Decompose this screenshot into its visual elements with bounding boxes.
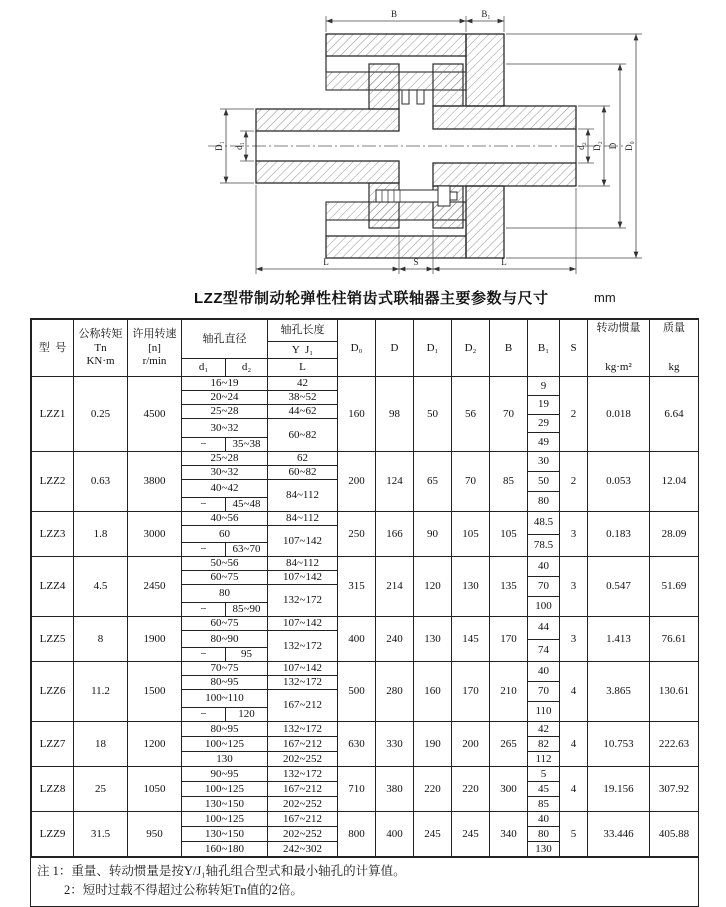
- mass-cell: 222.63: [650, 722, 699, 767]
- D1-cell: 90: [414, 512, 452, 557]
- bore-range-cell: 130~150: [182, 797, 268, 812]
- bore-range-cell: 80~95: [182, 676, 268, 690]
- B1-stack: [528, 452, 559, 511]
- left-hub-top: [256, 109, 399, 131]
- bore-range-cell: 50~56: [182, 557, 268, 571]
- dim-label-D1: D₁: [214, 141, 224, 151]
- header-torque-sym: Tn: [94, 341, 107, 354]
- D-cell: 400: [376, 812, 414, 857]
- B1-value: 112: [528, 751, 559, 766]
- unit-label: mm: [594, 290, 616, 305]
- D-cell: 98: [376, 377, 414, 452]
- speed-cell: 950: [128, 812, 182, 857]
- B-cell: 210: [490, 662, 528, 722]
- coupling-drawing: [186, 6, 646, 283]
- bore-range-cell: 30~32: [182, 466, 268, 480]
- spec-row: [32, 662, 699, 676]
- B1-stack: [528, 512, 559, 556]
- dim-label-d2: d₂: [576, 142, 586, 150]
- title-bar: [0, 287, 726, 311]
- B1-value: 78.5: [528, 534, 559, 557]
- length-cell: 62: [268, 452, 338, 466]
- spec-row: [32, 812, 699, 827]
- mass-cell: 28.09: [650, 512, 699, 557]
- length-cell: 202~252: [268, 797, 338, 812]
- left-flange-upper: [369, 64, 399, 109]
- B-cell: 265: [490, 722, 528, 767]
- length-cell: 132~172: [268, 676, 338, 690]
- header-bore-dia: 轴孔直径: [182, 320, 268, 359]
- D2-cell: 145: [452, 617, 490, 662]
- bore-d2-cell: 95: [226, 648, 268, 662]
- bore-range-cell: 25~28: [182, 405, 268, 419]
- D1-cell: 220: [414, 767, 452, 812]
- B1-cell: [528, 452, 560, 512]
- torque-cell: 8: [74, 617, 128, 662]
- B1-cell: [528, 767, 560, 812]
- header-model: 型 号: [32, 320, 74, 377]
- D0-cell: 315: [338, 557, 376, 617]
- D-cell: 330: [376, 722, 414, 767]
- speed-cell: 1200: [128, 722, 182, 767]
- header-B: B: [490, 320, 528, 377]
- D0-cell: 800: [338, 812, 376, 857]
- D-cell: 166: [376, 512, 414, 557]
- spec-row: [32, 377, 699, 391]
- D0-cell: 500: [338, 662, 376, 722]
- bore-range-cell: 40~56: [182, 512, 268, 526]
- header-speed: [128, 320, 182, 377]
- B1-cell: [528, 557, 560, 617]
- header-d1: d₁: [182, 358, 226, 376]
- header-inertia-unit: kg·m²: [605, 361, 632, 374]
- torque-cell: 1.8: [74, 512, 128, 557]
- length-cell: 202~252: [268, 827, 338, 842]
- bore-d2-cell: 120: [226, 708, 268, 722]
- page-title: LZZ型带制动轮弹性柱销齿式联轴器主要参数与尺寸: [194, 290, 549, 307]
- S-cell: 2: [560, 452, 588, 512]
- model-cell: LZZ8: [32, 767, 74, 812]
- S-cell: 3: [560, 617, 588, 662]
- B1-cell: [528, 662, 560, 722]
- note-1: 注 1：重量、转动惯量是按Y/J₁轴孔组合型式和最小轴孔的计算值。: [37, 864, 406, 878]
- dim-label-d1: d₁: [234, 142, 244, 150]
- bore-range-cell: 90~95: [182, 767, 268, 782]
- B1-value: 19: [528, 395, 559, 414]
- inertia-cell: 1.413: [588, 617, 650, 662]
- dim-label-L-left: L: [323, 257, 329, 267]
- spec-row: [32, 512, 699, 526]
- B1-value: 130: [528, 841, 559, 856]
- header-D: D: [376, 320, 414, 377]
- model-cell: LZZ5: [32, 617, 74, 662]
- bore-range-cell: 130: [182, 752, 268, 767]
- speed-cell: 2450: [128, 557, 182, 617]
- B1-value: 40: [538, 665, 549, 678]
- speed-cell: 1500: [128, 662, 182, 722]
- B-cell: 105: [490, 512, 528, 557]
- B1-value: 29: [528, 414, 559, 433]
- speed-cell: 4500: [128, 377, 182, 452]
- B1-value: 44: [538, 621, 549, 634]
- left-hub-bottom: [256, 161, 399, 183]
- bore-range-cell: 70~75: [182, 662, 268, 676]
- model-cell: LZZ9: [32, 812, 74, 857]
- header-speed-unit: r/min: [142, 355, 167, 368]
- D1-cell: 245: [414, 812, 452, 857]
- mass-cell: 307.92: [650, 767, 699, 812]
- bore-range-cell: 160~180: [182, 842, 268, 857]
- B-cell: 85: [490, 452, 528, 512]
- D1-cell: 160: [414, 662, 452, 722]
- bore-range-cell: 80~95: [182, 722, 268, 737]
- bore-range-cell: 60~75: [182, 571, 268, 585]
- bore-range-cell: 100~125: [182, 782, 268, 797]
- mass-cell: 76.61: [650, 617, 699, 662]
- inertia-cell: 0.547: [588, 557, 650, 617]
- length-cell: 242~302: [268, 842, 338, 857]
- bore-d2-cell: 85~90: [226, 603, 268, 617]
- header-speed-cn: 许用转速: [132, 328, 177, 341]
- bore-range-cell: 30~32: [182, 419, 268, 438]
- header-D0: D₀: [338, 320, 376, 377]
- D-cell: 214: [376, 557, 414, 617]
- right-hub-top: [433, 106, 576, 129]
- bore-d1-cell: −: [182, 498, 226, 512]
- header-torque-unit: KN·m: [86, 355, 115, 368]
- B-cell: 135: [490, 557, 528, 617]
- bore-d1-cell: −: [182, 648, 226, 662]
- header-d2: d₂: [226, 358, 268, 376]
- right-flange-upper: [433, 64, 463, 106]
- length-cell: 60~82: [268, 419, 338, 452]
- table-frame: [30, 318, 699, 907]
- length-cell: 38~52: [268, 391, 338, 405]
- B1-value: 82: [528, 736, 559, 751]
- B1-value: 40: [538, 812, 549, 825]
- bore-d2-cell: 45~48: [226, 498, 268, 512]
- header-inertia-cn: 转动惯量: [596, 322, 641, 334]
- B1-stack: [528, 662, 559, 721]
- model-cell: LZZ1: [32, 377, 74, 452]
- B1-value: 70: [528, 681, 559, 701]
- model-cell: LZZ3: [32, 512, 74, 557]
- bore-d1-cell: −: [182, 438, 226, 452]
- mass-cell: 130.61: [650, 662, 699, 722]
- spec-row: [32, 767, 699, 782]
- B1-value: 48.5: [533, 516, 554, 529]
- length-cell: 84~112: [268, 480, 338, 512]
- torque-cell: 0.25: [74, 377, 128, 452]
- bore-range-cell: 40~42: [182, 480, 268, 498]
- spec-table: [31, 319, 699, 857]
- B-cell: 170: [490, 617, 528, 662]
- bore-range-cell: 100~125: [182, 737, 268, 752]
- D0-cell: 710: [338, 767, 376, 812]
- inertia-cell: 33.446: [588, 812, 650, 857]
- length-cell: 84~112: [268, 512, 338, 526]
- mass-cell: 51.69: [650, 557, 699, 617]
- mass-cell: 12.04: [650, 452, 699, 512]
- header-inertia: [588, 320, 650, 377]
- header-mass-unit: kg: [668, 361, 680, 374]
- D1-cell: 120: [414, 557, 452, 617]
- B1-value: 9: [540, 379, 547, 392]
- B1-value: 50: [528, 471, 559, 491]
- B-cell: 70: [490, 377, 528, 452]
- spec-row: [32, 557, 699, 571]
- model-cell: LZZ4: [32, 557, 74, 617]
- dim-label-B: B: [390, 9, 398, 19]
- S-cell: 3: [560, 512, 588, 557]
- length-cell: 42: [268, 377, 338, 391]
- B1-value: 70: [528, 576, 559, 596]
- S-cell: 5: [560, 812, 588, 857]
- bore-d2-cell: 63~70: [226, 543, 268, 557]
- length-cell: 107~142: [268, 662, 338, 676]
- B1-cell: [528, 722, 560, 767]
- torque-cell: 4.5: [74, 557, 128, 617]
- b1-disc-upper: [466, 34, 504, 106]
- torque-cell: 31.5: [74, 812, 128, 857]
- torque-cell: 18: [74, 722, 128, 767]
- D2-cell: 130: [452, 557, 490, 617]
- b1-disc-lower: [466, 186, 504, 258]
- B-cell: 340: [490, 812, 528, 857]
- coupling-cross-section: [186, 6, 646, 278]
- brake-rim-bottom: [326, 236, 466, 258]
- length-cell: 107~142: [268, 617, 338, 631]
- dim-label-L-right: L: [501, 257, 507, 267]
- length-cell: 167~212: [268, 690, 338, 722]
- bore-range-cell: 25~28: [182, 452, 268, 466]
- spec-table-body: [32, 377, 699, 857]
- D1-cell: 190: [414, 722, 452, 767]
- D-cell: 380: [376, 767, 414, 812]
- mass-cell: 6.64: [650, 377, 699, 452]
- spec-row: [32, 452, 699, 466]
- S-cell: 2: [560, 377, 588, 452]
- B1-stack: [528, 722, 559, 766]
- note-2: 2：短时过载不得超过公称转矩Tn值的2倍。: [64, 882, 303, 897]
- header-D2: D₂: [452, 320, 490, 377]
- brake-rim-top: [326, 34, 466, 56]
- D0-cell: 200: [338, 452, 376, 512]
- D-cell: 240: [376, 617, 414, 662]
- D0-cell: 400: [338, 617, 376, 662]
- header-B1: B₁: [528, 320, 560, 377]
- B1-value: 80: [528, 826, 559, 841]
- speed-cell: 3000: [128, 512, 182, 557]
- D0-cell: 630: [338, 722, 376, 767]
- B1-value: 42: [538, 722, 549, 735]
- bore-range-cell: 130~150: [182, 827, 268, 842]
- B1-value: 49: [528, 432, 559, 451]
- B1-stack: [528, 557, 559, 616]
- header-mass: [650, 320, 699, 377]
- header-D1: D₁: [414, 320, 452, 377]
- S-cell: 3: [560, 557, 588, 617]
- spec-row: [32, 617, 699, 631]
- B1-value: 30: [538, 455, 549, 468]
- length-cell: 202~252: [268, 752, 338, 767]
- bore-range-cell: 80~90: [182, 631, 268, 648]
- inertia-cell: 0.053: [588, 452, 650, 512]
- torque-cell: 25: [74, 767, 128, 812]
- inertia-cell: 3.865: [588, 662, 650, 722]
- length-cell: 167~212: [268, 812, 338, 827]
- bore-range-cell: 100~110: [182, 690, 268, 708]
- B1-value: 74: [528, 639, 559, 662]
- bore-d2-cell: 35~38: [226, 438, 268, 452]
- bore-d1-cell: −: [182, 708, 226, 722]
- inertia-cell: 0.183: [588, 512, 650, 557]
- inertia-cell: 19.156: [588, 767, 650, 812]
- bore-range-cell: 100~125: [182, 812, 268, 827]
- right-hub-bottom: [433, 163, 576, 186]
- spec-table-header: [32, 320, 699, 377]
- D1-cell: 130: [414, 617, 452, 662]
- speed-cell: 3800: [128, 452, 182, 512]
- S-cell: 4: [560, 662, 588, 722]
- notes-block: [31, 857, 698, 906]
- length-cell: 132~172: [268, 767, 338, 782]
- bore-range-cell: 16~19: [182, 377, 268, 391]
- header-torque-cn: 公称转矩: [78, 328, 123, 341]
- B1-value: 45: [528, 781, 559, 796]
- S-cell: 4: [560, 767, 588, 812]
- model-cell: LZZ6: [32, 662, 74, 722]
- header-S: S: [560, 320, 588, 377]
- D2-cell: 220: [452, 767, 490, 812]
- D2-cell: 70: [452, 452, 490, 512]
- B1-stack: [528, 377, 559, 451]
- torque-cell: 11.2: [74, 662, 128, 722]
- header-torque: [74, 320, 128, 377]
- length-cell: 60~82: [268, 466, 338, 480]
- D0-cell: 160: [338, 377, 376, 452]
- length-cell: 132~172: [268, 631, 338, 662]
- length-cell: 84~112: [268, 557, 338, 571]
- B-cell: 300: [490, 767, 528, 812]
- bore-d1-cell: −: [182, 603, 226, 617]
- length-cell: 107~142: [268, 526, 338, 557]
- B1-cell: [528, 377, 560, 452]
- D2-cell: 56: [452, 377, 490, 452]
- length-cell: 132~172: [268, 585, 338, 617]
- header-speed-sym: [n]: [148, 341, 161, 354]
- length-cell: 132~172: [268, 722, 338, 737]
- B1-cell: [528, 512, 560, 557]
- D2-cell: 170: [452, 662, 490, 722]
- length-cell: 107~142: [268, 571, 338, 585]
- length-cell: 167~212: [268, 737, 338, 752]
- D2-cell: 200: [452, 722, 490, 767]
- header-yj1: Y J₁: [268, 342, 338, 358]
- speed-cell: 1900: [128, 617, 182, 662]
- S-cell: 4: [560, 722, 588, 767]
- B1-stack: [528, 617, 559, 661]
- D-cell: 280: [376, 662, 414, 722]
- catalog-page: [0, 6, 726, 897]
- model-cell: LZZ7: [32, 722, 74, 767]
- dim-label-S: S: [413, 257, 419, 267]
- length-cell: 167~212: [268, 782, 338, 797]
- B1-value: 80: [528, 491, 559, 511]
- B1-stack: [528, 767, 559, 811]
- speed-cell: 1050: [128, 767, 182, 812]
- header-L: L: [268, 358, 338, 376]
- model-cell: LZZ2: [32, 452, 74, 512]
- dim-label-B1: B₁: [481, 9, 491, 19]
- D-cell: 124: [376, 452, 414, 512]
- spec-row: [32, 722, 699, 737]
- B1-value: 40: [538, 560, 549, 573]
- bore-range-cell: 60: [182, 526, 268, 543]
- inertia-cell: 10.753: [588, 722, 650, 767]
- length-cell: 44~62: [268, 405, 338, 419]
- B1-cell: [528, 812, 560, 857]
- mass-cell: 405.88: [650, 812, 699, 857]
- B1-stack: [528, 812, 559, 856]
- B1-cell: [528, 617, 560, 662]
- header-bore-len: 轴孔长度: [268, 320, 338, 342]
- dim-label-D2: D₂: [592, 141, 602, 151]
- D1-cell: 50: [414, 377, 452, 452]
- inertia-cell: 0.018: [588, 377, 650, 452]
- B1-value: 85: [528, 796, 559, 811]
- D1-cell: 65: [414, 452, 452, 512]
- bore-range-cell: 60~75: [182, 617, 268, 631]
- B1-value: 5: [540, 767, 547, 780]
- bore-d1-cell: −: [182, 543, 226, 557]
- B1-value: 100: [528, 596, 559, 616]
- D2-cell: 245: [452, 812, 490, 857]
- D0-cell: 250: [338, 512, 376, 557]
- dim-label-D: D: [608, 142, 618, 150]
- B1-value: 110: [528, 701, 559, 721]
- header-mass-cn: 质量: [663, 322, 685, 334]
- torque-cell: 0.63: [74, 452, 128, 512]
- D2-cell: 105: [452, 512, 490, 557]
- bore-range-cell: 80: [182, 585, 268, 603]
- dim-label-D0: D₀: [624, 141, 634, 151]
- bore-range-cell: 20~24: [182, 391, 268, 405]
